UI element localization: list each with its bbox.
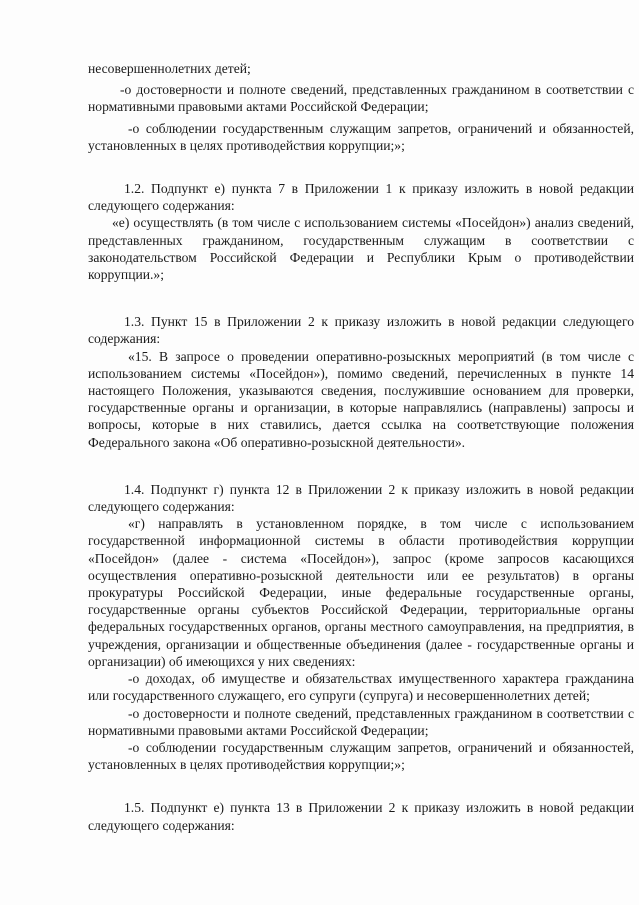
item-1-3-quote: «15. В запросе о проведении оперативно-розыскных мероприятий (в том числе с использованием системы «Посейдон»), помимо сведений, перечисленных в пункте 14 настоящего Положения, указываются сведения, послужившие основанием для проверки, государственные органы и организации, в которые направлялись (направлены) запросы и вопросы, которые в них ставились, дается ссылка на соответствующие положения Федерального закона «Об оперативно-розыскной деятельности».: [88, 348, 634, 450]
document-body: [88, 60, 634, 834]
item-1-3-intro: 1.3. Пункт 15 в Приложении 2 к приказу изложить в новой редакции следующего содержания:: [88, 314, 634, 347]
item-1-4-sub-reliability: -о достоверности и полноте сведений, представленных гражданином в соответствии с нормативными правовыми актами Российской Федерации;: [88, 705, 634, 738]
item-1-4-sub-compliance: -о соблюдении государственным служащим запретов, ограничений и обязанностей, установленных в целях противодействия коррупции;»;: [88, 739, 634, 773]
item-1-2-intro: 1.2. Подпункт е) пункта 7 в Приложении 1 к приказу изложить в новой редакции следующего содержания:: [88, 181, 634, 214]
list-item-reliability: -о достоверности и полноте сведений, представленных гражданином в соответствии с нормативными правовыми актами Российской Федерации;: [88, 82, 634, 115]
paragraph-top-continuation: несовершеннолетних детей;: [88, 61, 251, 76]
item-1-5-intro: 1.5. Подпункт е) пункта 13 в Приложении 2 к приказу изложить в новой редакции следующего содержания:: [88, 800, 634, 833]
item-1-4-sub-income: -о доходах, об имуществе и обязательствах имущественного характера гражданина или государственного служащего, его супруги (супруга) и несовершеннолетних детей;: [88, 671, 634, 704]
item-1-2-quote: «е) осуществлять (в том числе с использованием системы «Посейдон») анализ сведений, представленных гражданином, государственным служащим в соответствии с законодательством Российской Федерации и Республики Крым о противодействии коррупции.»;: [88, 215, 634, 283]
item-1-4-intro: 1.4. Подпункт г) пункта 12 в Приложении 2 к приказу изложить в новой редакции следующего содержания:: [88, 481, 634, 515]
item-1-4-quote: «г) направлять в установленном порядке, в том числе с использованием государственной информационной системы в области противодействия коррупции «Посейдон» (далее - система «Посейдон»), запрос (кроме запросов касающихся осуществления оперативно-розыскной деятельности или ее результатов) в органы прокуратуры Российской Федерации, иные федеральные государственные органы, государственные органы субъектов Российской Федерации, территориальные органы федеральных государственных органов, органы местного самоуправления, на предприятия, в учреждения, организации и общественные объединения (далее - государственные органы и организации) об имеющихся у них сведениях:: [88, 516, 634, 669]
list-item-compliance: -о соблюдении государственным служащим запретов, ограничений и обязанностей, установленных в целях противодействия коррупции;»;: [88, 120, 634, 153]
